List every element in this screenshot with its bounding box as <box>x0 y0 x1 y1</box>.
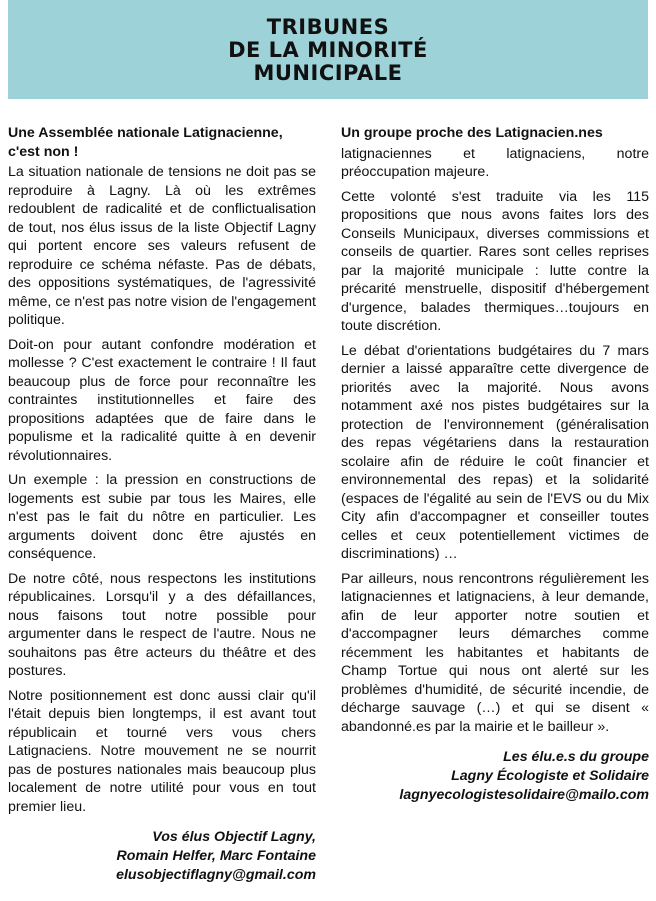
title-banner <box>8 0 648 99</box>
right-signature-group: Les élu.e.s du groupe <box>503 749 649 765</box>
left-signature-names: Romain Helfer, Marc Fontaine <box>116 848 316 864</box>
page-title: TRIBUNES DE LA MINORITÉ MUNICIPALE <box>228 15 428 85</box>
right-paragraph-4: Par ailleurs, nous rencontrons régulièrement les latignaciennes et latignaciens, à leur demande, afin de leur apporter notre soutien et d'accompagner leurs démarches comme récemment les habitantes et habitants de Champ Tortue qui nous ont alerté sur les problèmes d'humidité, de sécurité incendie, de décharge sauvage (…) et qui se disent « abandonné.es par la mairie et le bailleur ». <box>341 570 649 735</box>
left-paragraph-3: Un exemple : la pression en constructions de logements est subie par tous les Maires, elle n'est pas le fait du nôtre en particulier. Les arguments doivent donc être ajustés en conséquence. <box>8 472 316 562</box>
right-paragraph-3: Le débat d'orientations budgétaires du 7 mars dernier a laissé apparaître cette divergence de priorités avec la majorité. Nous avons notamment axé nos pistes budgétaires sur la protection de l'environnement (généralisation des repas végétariens dans la restauration scolaire afin de réduire le coût financier et environnemental des repas) et la solidarité (espaces de l'égalité au sein de l'EVS ou du Mix City afin d'accompagner et conseiller toutes celles et ceux potentiellement victimes de discriminations) … <box>341 342 649 562</box>
left-column-opinion <box>8 124 316 885</box>
left-paragraph-5: Notre positionnement est donc aussi clair qu'il l'était depuis bien longtemps, il est avant tout républicain et tourné vers vous chers Latignaciens. Notre mouvement ne se nourrit pas de postures nationales mais beaucoup plus localement de notre utilité pour vous en tout premier lieu. <box>8 687 316 815</box>
right-column-opinion <box>341 124 649 805</box>
left-paragraph-4: De notre côté, nous respectons les institutions républicaines. Lorsqu'il y a des défaillances, nous faisons tout notre possible pour argumenter dans le respect de l'autre. Nous ne souhaitons pas être acteurs du théâtre et des postures. <box>8 570 316 679</box>
left-signature <box>8 828 316 885</box>
right-signature-names: Lagny Écologiste et Solidaire <box>451 768 649 784</box>
right-signature-email: lagnyecologistesolidaire@mailo.com <box>399 787 649 803</box>
left-signature-group: Vos élus Objectif Lagny, <box>152 829 316 845</box>
right-paragraph-2: Cette volonté s'est traduite via les 115 propositions que nous avons faites lors des Conseils Municipaux, diverses commissions et conseils de quartier. Rares sont celles reprises par la majorité municipale : lutte contre la précarité menstruelle, dispositif d'hébergement d'urgence, balades thermiques…toujours en toute discrétion. <box>341 188 649 334</box>
left-signature-email: elusobjectiflagny@gmail.com <box>116 867 316 883</box>
left-paragraph-1: La situation nationale de tensions ne doit pas se reproduire à Lagny. Là où les extrêmes redoublent de radicalité et de conflictualisation de tout, nos élus issus de la liste Objectif Lagny qui portent encore ses valeurs refusent de reproduire ce schéma néfaste. Pas de débats, des oppositions systématiques, de l'agressivité même, ce n'est pas notre vision de l'engagement politique. <box>8 164 316 328</box>
right-signature <box>341 748 649 805</box>
left-column-heading: Une Assemblée nationale Latignacienne, c'est non ! <box>8 125 283 160</box>
right-paragraph-1: latignaciennes et latignaciens, notre préoccupation majeure. <box>341 145 649 180</box>
left-paragraph-2: Doit-on pour autant confondre modération et mollesse ? C'est exactement le contraire ! Il faut beaucoup plus de force pour reconnaître les contraintes institutionnelles et faire des propositions adaptées que de faire dans le populisme et la radicalité quitte à en devenir révolutionnaires. <box>8 336 316 464</box>
right-column-heading: Un groupe proche des Latignacien.nes <box>341 125 603 141</box>
